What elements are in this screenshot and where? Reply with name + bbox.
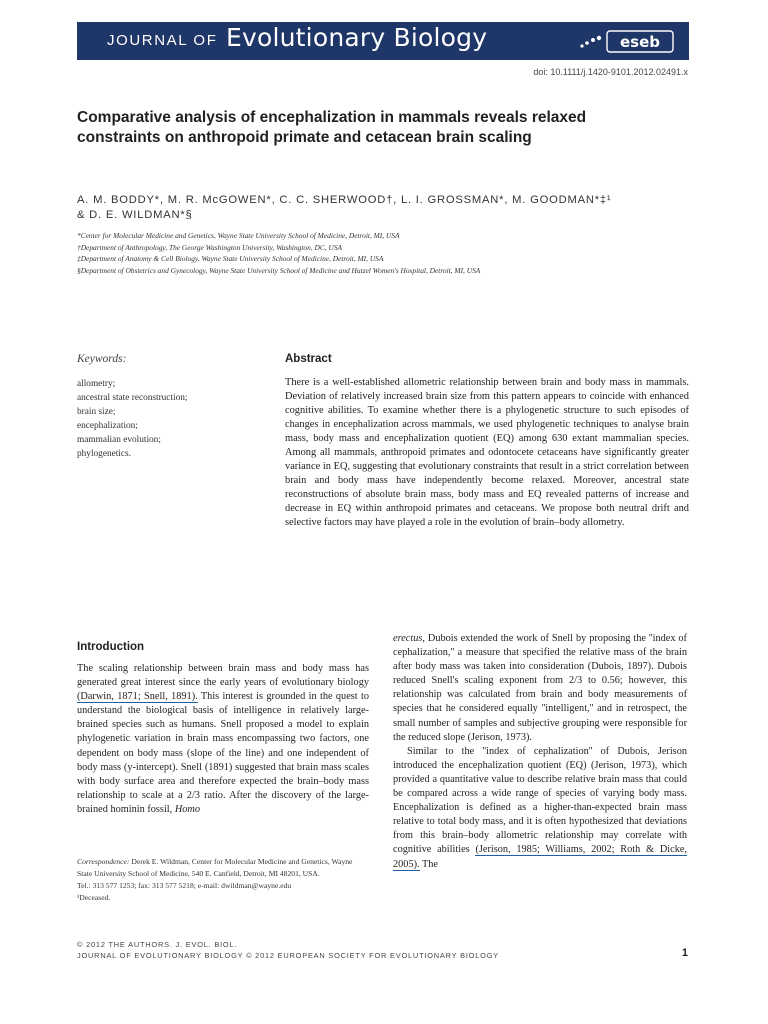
paragraph [393,745,687,872]
doi: doi: 10.1111/j.1420-9101.2012.02491.x [533,67,688,77]
affiliation: *Center for Molecular Medicine and Genetics, Wayne State University School of Medicine, Detroit, MI, USA [77,231,400,240]
affiliation: ‡Department of Anatomy & Cell Biology, Wayne State University School of Medicine, Detroit, MI, USA [77,254,384,263]
keyword: encephalization; [77,421,138,432]
citation-link[interactable]: (Jerison, 1985; Williams, 2002; Roth & Dicke, 2005). [393,844,687,870]
abstract-heading: Abstract [285,353,332,365]
correspondence-contact: Tel.: 313 577 1253; fax: 313 577 5218; e-mail: dwildman@wayne.edu [77,881,292,890]
journal-prefix: JOURNAL OF [107,32,218,49]
keyword: ancestral state reconstruction; [77,393,188,404]
keyword: mammalian evolution; [77,435,161,446]
abstract-text: There is a well-established allometric relationship between brain and body mass in mammals. Deviation of relatively increased brain size from this pattern appears to coincide with enhanced cognitive abilities. To examine whether there is a phylogenetic structure to such episodes of changes in encephalization across mammals, we used phylogenetic techniques to analyse brain mass, body mass and encephalization quotient (EQ) among 630 extant mammalian species. Among all mammals, anthropoid primates and odontocete cetaceans have significantly greater variance in EQ, suggesting that evolutionary constraints that result in a strict correlation between brain and body mass have independently become relaxed. Moreover, ancestral state reconstructions of absolute brain mass, body mass and EQ revealed patterns of increase and decrease in EQ within anthropoid primates and cetaceans. We propose both neutral drift and selective factors may have played a role in the evolution of brain–body allometry. [285,377,689,529]
text-run: , Dubois extended the work of Snell by proposing the ''index of cephalization,'' a measure that specified the relative mass of the brain after body mass was taken into consideration (Dubois, 1897). Dubois reduced Snell's scaling exponent from 2/3 to 0.56; however, this relationship was calculated from brain and body measurements of species that he considered equally ''intelligent,'' and in retrospect, the small number of samples and subjective grouping were responsible for the reduced slope (Jerison, 1973). [393,633,687,743]
affiliation: §Department of Obstetrics and Gynecology, Wayne State University School of Medicine and Hutzel Women's Hospital, Detroit, MI, USA [77,265,481,275]
authors-line-2: & D. E. WILDMAN*§ [77,209,193,221]
keyword: brain size; [77,407,116,418]
paragraph [77,662,369,817]
text-run: The scaling relationship between brain mass and body mass has generated great interest since the early years of evolutionary biology [77,663,369,689]
author-list [77,193,697,223]
italic-run: erectus [393,633,423,644]
intro-column-left [77,662,369,817]
citation-link[interactable]: (Darwin, 1871; Snell, 1891). [77,691,198,703]
text-run: This interest is grounded in the quest to understand the biological basis of intelligence in relatively large-brained species such as humans. Snell proposed a model to explain phylogenetic variation in brain mass encompassing two factors, one dependent on body mass (slope of the line) and one independent of body mass (y-intercept). Snell (1891) suggested that brain mass scales with body surface area and therefore expected the brain–body mass relationship to scale at a 2/3 ratio. After the discovery of the large-brained hominin fossil, [77,691,369,815]
eseb-logo-icon [577,28,675,56]
correspondence-note [77,856,369,904]
correspondence-label: Correspondence: [77,857,130,866]
journal-banner [77,22,689,60]
keywords-heading: Keywords: [77,353,127,365]
correspondence-text: Derek E. Wildman, Center for Molecular Medicine and Genetics, Wayne State University School of Medicine, 540 E. Canfield, Detroit, MI 48201, USA. [77,857,353,878]
keywords-list [77,377,187,462]
text-run: The [419,858,439,870]
paragraph [393,632,687,745]
page-footer [77,940,689,961]
article-title: Comparative analysis of encephalization in mammals reveals relaxed constraints on anthropoid primate and cetacean brain scaling [77,109,587,146]
affiliation: †Department of Anthropology, The George Washington University, Washington, DC, USA [77,242,343,252]
intro-column-right [393,632,687,872]
keyword: phylogenetics. [77,449,131,460]
text-run: Similar to the ''index of cephalization'' of Dubois, Jerison introduced the encephalization quotient (EQ) (Jerison, 1973), which provided a quantitative value to describe relative brain mass that could be compared across a wide range of species of varying body mass. Encephalization is defined as a higher-than-expected brain mass relative to total body mass, and it is often hypothesized that deviations from this brain–body allometric relationship may correlate with cognitive abilities [393,745,687,856]
keyword: allometry; [77,379,116,389]
logo-text: eseb [619,33,661,51]
page-number: 1 [681,947,688,959]
italic-run: Homo [174,803,200,815]
deceased-note: ¹Deceased. [77,893,111,902]
authors-line-1: A. M. BODDY*, M. R. McGOWEN*, C. C. SHERWOOD†, L. I. GROSSMAN*, M. GOODMAN*‡¹ [77,194,612,206]
introduction-heading: Introduction [77,641,145,653]
affiliations [77,230,697,276]
footer-copyright: © 2012 THE AUTHORS. J. EVOL. BIOL. [77,940,238,949]
footer-society: JOURNAL OF EVOLUTIONARY BIOLOGY © 2012 EUROPEAN SOCIETY FOR EVOLUTIONARY BIOLOGY [77,950,499,960]
journal-name: Evolutionary Biology [226,23,488,52]
